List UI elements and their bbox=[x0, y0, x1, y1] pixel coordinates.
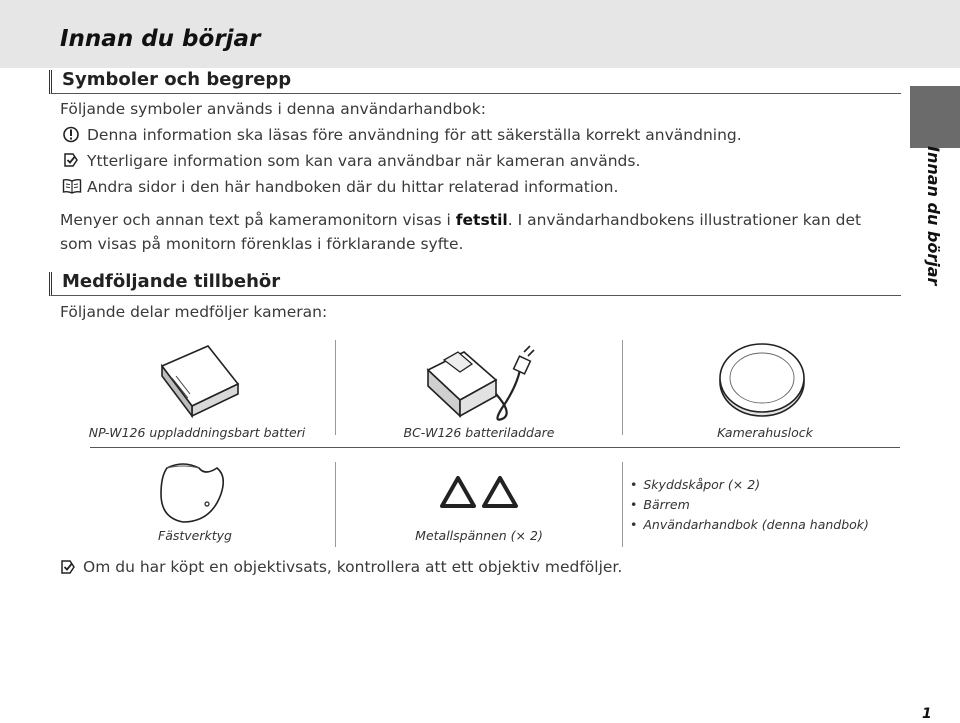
menus-text-post: . I användarhandbokens illustrationer kan det bbox=[507, 211, 862, 229]
menus-text-line2: som visas på monitorn förenklas i förklarande syfte. bbox=[60, 235, 464, 253]
caution-icon bbox=[63, 126, 79, 143]
symbol-tip-text: Ytterligare information som kan vara användbar när kameran används. bbox=[87, 152, 641, 170]
body-cap-illustration bbox=[712, 338, 812, 424]
book-icon bbox=[62, 178, 82, 194]
battery-illustration bbox=[150, 340, 250, 426]
mounting-tool-illustration bbox=[155, 460, 235, 530]
metal-clips-illustration bbox=[438, 472, 520, 516]
symbol-caution-text: Denna information ska läsas före användning för att säkerställa korrekt användning. bbox=[87, 126, 742, 144]
caption-charger: BC-W126 batteriladdare bbox=[403, 425, 555, 440]
tip-icon bbox=[63, 152, 79, 168]
side-tab-label: Innan du börjar bbox=[924, 146, 943, 286]
list-item: • Skyddskåpor (× 2) bbox=[630, 475, 869, 495]
lens-kit-note: Om du har köpt en objektivsats, kontrollera att ett objektiv medföljer. bbox=[83, 558, 623, 576]
chapter-title: Innan du börjar bbox=[60, 26, 261, 52]
grid-row-divider bbox=[90, 447, 900, 448]
menus-text-pre: Menyer och annan text på kameramonitorn visas i bbox=[60, 211, 456, 229]
caption-body-cap: Kamerahuslock bbox=[717, 425, 813, 440]
extra-items-list bbox=[630, 475, 869, 535]
grid-divider bbox=[335, 340, 336, 435]
side-tab-marker bbox=[910, 86, 960, 148]
list-item: • Bärrem bbox=[630, 495, 869, 515]
section-heading-symbols: Symboler och begrepp bbox=[49, 70, 901, 94]
accessories-intro: Följande delar medföljer kameran: bbox=[60, 303, 328, 321]
list-item: • Användarhandbok (denna handbok) bbox=[630, 515, 869, 535]
caption-metal-clips: Metallspännen (× 2) bbox=[415, 528, 543, 543]
menus-text-line1 bbox=[60, 211, 861, 230]
tip-icon bbox=[60, 559, 76, 575]
charger-illustration bbox=[420, 338, 540, 430]
caption-mounting-tool: Fästverktyg bbox=[158, 528, 232, 543]
section-heading-accessories: Medföljande tillbehör bbox=[49, 272, 901, 296]
grid-divider bbox=[622, 462, 623, 547]
symbols-intro: Följande symboler används i denna användarhandbok: bbox=[60, 100, 486, 118]
grid-divider bbox=[622, 340, 623, 435]
page-number: 1 bbox=[922, 706, 932, 722]
caption-battery: NP-W126 uppladdningsbart batteri bbox=[88, 425, 306, 440]
grid-divider bbox=[335, 462, 336, 547]
menus-bold-word: fetstil bbox=[455, 211, 508, 229]
symbol-book-text: Andra sidor i den här handboken där du hittar relaterad information. bbox=[87, 178, 619, 196]
